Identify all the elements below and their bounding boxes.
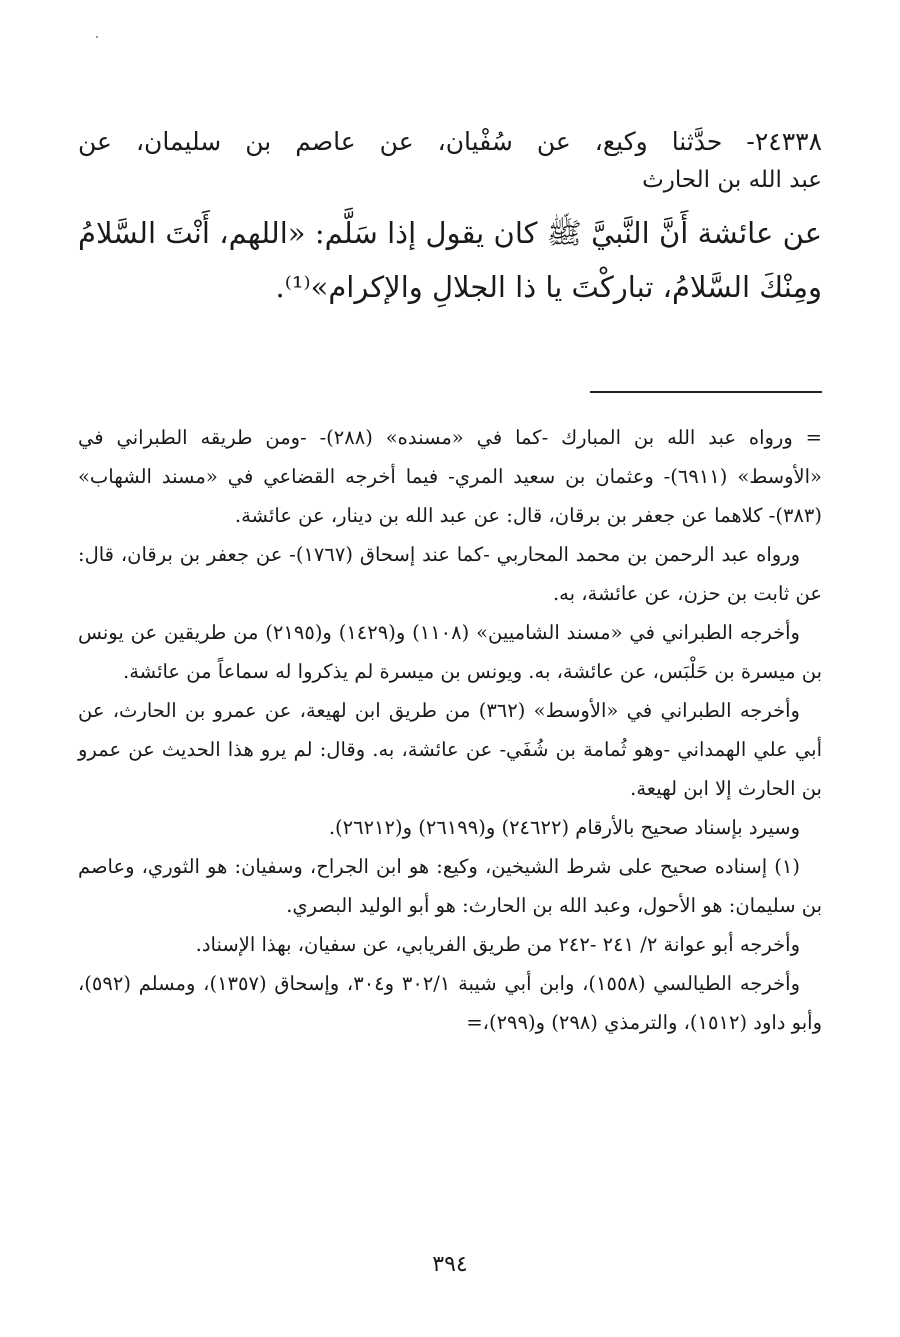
footnote-divider bbox=[590, 391, 822, 393]
footnote-paragraph: وسيرد بإسناد صحيح بالأرقام (٢٤٦٢٢) و(٢٦١٩٩) و(٢٦٢١٢). bbox=[328, 816, 800, 839]
page-number: ٣٩٤ bbox=[432, 1252, 468, 1277]
footnote-paragraph: وأخرجه الطبراني في «مسند الشاميين» (١١٠٨) و(١٤٢٩) و(٢١٩٥) من طريقين عن يونس بن ميسرة بن حَلْبَس، عن عائشة، به. ويونس بن ميسرة لم يذكروا له سماعاً من عائشة. bbox=[78, 621, 822, 683]
footnote-paragraph: = ورواه عبد الله بن المبارك -كما في «مسنده» (٢٨٨)- -ومن طريقه الطبراني في «الأوسط» (٦٩١١)- وعثمان بن سعيد المري- فيما أخرجه القضاعي في «مسند الشهاب» (٣٨٣)- كلاهما عن جعفر بن برقان، قال: عن عبد الله بن دينار، عن عائشة. bbox=[78, 426, 823, 527]
footnote-paragraph: (١) إسناده صحيح على شرط الشيخين، وكيع: هو ابن الجراح، وسفيان: هو الثوري، وعاصم بن سليمان: هو الأحول، وعبد الله بن الحارث: هو أبو الوليد البصري. bbox=[78, 855, 822, 917]
hadith-matn: عن عائشة أَنَّ النَّبيَّ ﷺ كان يقول إذا سَلَّم: «اللهم، أَنْتَ السَّلامُ ومِنْكَ السَّلامُ، تباركْتَ يا ذا الجلالِ والإكرام»⁽¹⁾. bbox=[78, 216, 822, 304]
hadith-isnad-line-2: عبد الله بن الحارث bbox=[642, 167, 822, 193]
footnote-paragraph: وأخرجه الطيالسي (١٥٥٨)، وابن أبي شيبة ٣٠٢/١ و٣٠٤، وإسحاق (١٣٥٧)، ومسلم (٥٩٢)، وأبو داود (١٥١٢)، والترمذي (٢٩٨) و(٢٩٩)،= bbox=[78, 972, 822, 1034]
footnote-paragraph: وأخرجه الطبراني في «الأوسط» (٣٦٢) من طريق ابن لهيعة، عن عمرو بن الحارث، عن أبي علي الهمداني -وهو ثُمامة بن شُفَي- عن عائشة، به. وقال: لم يرو هذا الحديث عن عمرو بن الحارث إلا ابن لهيعة. bbox=[78, 699, 822, 800]
footnote-paragraph: وأخرجه أبو عوانة ٢/ ٢٤١ -٢٤٢ من طريق الفريابي، عن سفيان، بهذا الإسناد. bbox=[195, 933, 800, 956]
book-page bbox=[78, 0, 822, 1337]
footnotes-block bbox=[78, 418, 822, 1042]
hadith-block bbox=[78, 122, 822, 314]
footnote-paragraph: ورواه عبد الرحمن بن محمد المحاربي -كما عند إسحاق (١٧٦٧)- عن جعفر بن برقان، قال: عن ثابت بن حزن، عن عائشة، به. bbox=[78, 543, 822, 605]
hadith-isnad-line-1: ٢٤٣٣٨- حدَّثنا وكيع، عن سُفْيان، عن عاصم بن سليمان، عن bbox=[78, 127, 822, 156]
